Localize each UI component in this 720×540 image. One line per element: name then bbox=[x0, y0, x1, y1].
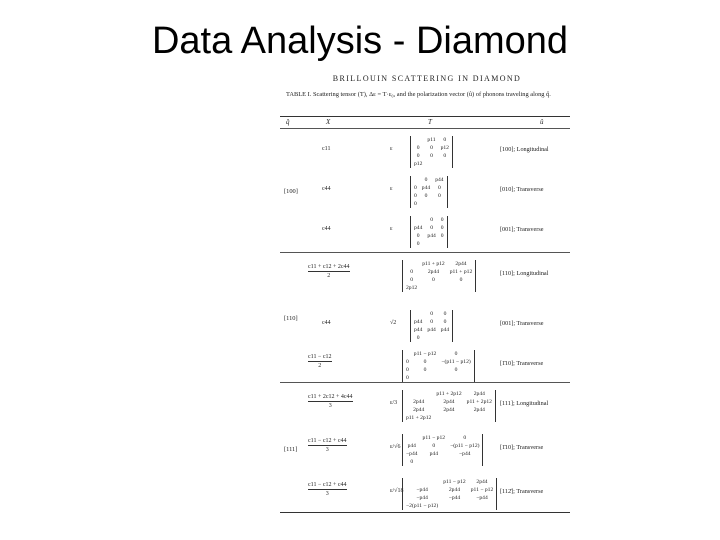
direction-label: [110] bbox=[284, 315, 298, 322]
matrix-entry: −p44 bbox=[448, 495, 461, 501]
elastic-numerator: c11 + c12 + 2c44 bbox=[308, 264, 350, 270]
matrix-entry: p44 bbox=[414, 327, 423, 333]
matrix-entry: 0 bbox=[443, 319, 447, 325]
matrix-entry: −p44 bbox=[459, 451, 471, 457]
matrix-entry: 0 bbox=[406, 367, 409, 373]
polarization-label: [1̄10]; Transverse bbox=[500, 444, 544, 451]
matrix-entry: p44 bbox=[435, 177, 444, 183]
matrix-entry: 0 bbox=[410, 459, 414, 465]
matrix-entry: 0 bbox=[443, 311, 447, 317]
bottom-rule bbox=[280, 512, 570, 513]
matrix-entry: 2p44 bbox=[455, 261, 467, 267]
matrix-entry: 0 bbox=[454, 367, 458, 373]
slide-title: Data Analysis - Diamond bbox=[151, 20, 569, 62]
scattering-matrix bbox=[402, 434, 483, 466]
matrix-prefactor: ε/√18 bbox=[390, 488, 404, 494]
fraction-bar bbox=[308, 489, 347, 490]
matrix-entry: −(p11 − p12) bbox=[441, 359, 471, 365]
matrix-entry: p11 bbox=[427, 137, 436, 143]
group-rule bbox=[280, 382, 570, 383]
column-header-t: T bbox=[428, 118, 432, 126]
elastic-numerator: c11 − c12 bbox=[308, 354, 332, 360]
polarization-label: [100]; Longitudinal bbox=[500, 146, 549, 153]
matrix-entry: 0 bbox=[410, 277, 413, 283]
matrix-entry: 2p44 bbox=[473, 407, 485, 413]
polarization-label: [001]; Transverse bbox=[500, 320, 544, 327]
matrix-entry: p11 + 2p12 bbox=[406, 415, 432, 421]
matrix-entry: 0 bbox=[454, 351, 458, 357]
matrix-entry: 0 bbox=[416, 153, 420, 159]
matrix-entry: p44 bbox=[414, 225, 423, 231]
matrix-entry: 0 bbox=[430, 225, 433, 231]
top-rule bbox=[280, 116, 570, 117]
scattering-matrix bbox=[402, 478, 497, 510]
elastic-fraction bbox=[308, 482, 347, 497]
matrix-entry: p12 bbox=[440, 145, 449, 151]
matrix-entry: 0 bbox=[423, 367, 427, 373]
matrix-entry: −p44 bbox=[416, 487, 428, 493]
matrix-entry: 2p44 bbox=[427, 269, 440, 275]
matrix-entry: 2p44 bbox=[413, 407, 425, 413]
elastic-fraction bbox=[308, 438, 347, 453]
matrix-entry: p44 bbox=[407, 443, 416, 449]
elastic-fraction bbox=[308, 394, 353, 409]
matrix-entry: 2p44 bbox=[476, 479, 488, 485]
scattering-matrix bbox=[402, 260, 476, 292]
matrix-entry: p11 − p12 bbox=[443, 479, 466, 485]
elastic-fraction bbox=[308, 354, 332, 369]
elastic-fraction bbox=[308, 264, 350, 279]
matrix-entry: p44 bbox=[427, 233, 436, 239]
elastic-numerator: c11 + 2c12 + 4c44 bbox=[308, 394, 353, 400]
matrix-entry: 0 bbox=[430, 217, 433, 223]
matrix-entry: 0 bbox=[430, 145, 433, 151]
matrix-entry: 0 bbox=[440, 225, 444, 231]
column-header-u: û bbox=[540, 118, 544, 126]
matrix-entry: p44 bbox=[440, 327, 450, 333]
matrix-prefactor: ε bbox=[390, 186, 393, 192]
polarization-label: [111]; Longitudinal bbox=[500, 400, 549, 407]
matrix-entry: 0 bbox=[416, 145, 420, 151]
direction-label: [111] bbox=[284, 446, 298, 453]
matrix-entry: 0 bbox=[414, 185, 417, 191]
matrix-entry: 0 bbox=[406, 359, 409, 365]
group-rule bbox=[280, 252, 570, 253]
matrix-entry: 0 bbox=[424, 177, 428, 183]
matrix-entry: p12 bbox=[414, 161, 423, 167]
polarization-label: [110]; Longitudinal bbox=[500, 270, 549, 277]
matrix-prefactor: ε bbox=[390, 226, 393, 232]
matrix-entry: 0 bbox=[440, 233, 444, 239]
matrix-entry: −(p11 − p12) bbox=[450, 443, 480, 449]
matrix-prefactor: ε bbox=[390, 146, 393, 152]
table-caption: TABLE I. Scattering tensor (T), Δε = T·ε₀, and the polarization vector (û) of phonons traveling along q̂. bbox=[286, 91, 551, 98]
matrix-entry: 0 bbox=[416, 241, 420, 247]
matrix-entry: −p44 bbox=[406, 451, 418, 457]
matrix-prefactor: ε/3 bbox=[390, 400, 398, 406]
scanned-table-image bbox=[278, 70, 576, 516]
matrix-entry: 0 bbox=[459, 277, 463, 283]
scattering-matrix bbox=[410, 176, 448, 208]
scattering-matrix bbox=[402, 390, 496, 422]
scattering-matrix bbox=[410, 216, 448, 248]
matrix-entry: p44 bbox=[427, 327, 436, 333]
matrix-entry: 0 bbox=[410, 269, 413, 275]
matrix-entry: 0 bbox=[430, 319, 433, 325]
direction-label: [100] bbox=[284, 188, 298, 195]
scattering-matrix bbox=[410, 136, 453, 168]
matrix-entry: p11 + 2p12 bbox=[466, 399, 492, 405]
table-header: BRILLOUIN SCATTERING IN DIAMOND bbox=[332, 74, 522, 83]
matrix-prefactor: ε/√6 bbox=[390, 444, 401, 450]
fraction-bar bbox=[308, 401, 353, 402]
elastic-constant: c11 bbox=[322, 146, 331, 152]
column-header-q: q̂ bbox=[286, 118, 290, 126]
matrix-entry: 0 bbox=[430, 311, 433, 317]
matrix-entry: p44 bbox=[414, 319, 423, 325]
matrix-entry: 2p12 bbox=[406, 285, 418, 291]
matrix-entry: 0 bbox=[432, 443, 436, 449]
matrix-entry: 0 bbox=[443, 137, 447, 143]
matrix-entry: 0 bbox=[414, 201, 417, 207]
matrix-entry: −p44 bbox=[416, 495, 428, 501]
matrix-prefactor: √2 bbox=[390, 320, 397, 326]
matrix-entry: 0 bbox=[423, 359, 427, 365]
matrix-entry: 0 bbox=[416, 335, 420, 341]
matrix-entry: −2(p11 − p12) bbox=[406, 503, 439, 509]
matrix-entry: 2p44 bbox=[443, 407, 455, 413]
matrix-entry: p11 + 2p12 bbox=[436, 391, 462, 397]
polarization-label: [010]; Transverse bbox=[500, 186, 544, 193]
matrix-entry: p11 + p12 bbox=[449, 269, 473, 275]
elastic-denominator: 2 bbox=[327, 273, 331, 279]
header-rule bbox=[280, 128, 570, 129]
matrix-entry: p11 − p12 bbox=[413, 351, 437, 357]
elastic-constant: c44 bbox=[322, 186, 331, 192]
matrix-entry: p11 − p12 bbox=[470, 487, 494, 493]
elastic-numerator: c11 − c12 + c44 bbox=[308, 438, 347, 444]
polarization-label: [112̄]; Transverse bbox=[500, 488, 544, 495]
matrix-entry: −p44 bbox=[476, 495, 488, 501]
matrix-entry: 0 bbox=[443, 153, 447, 159]
matrix-entry: 0 bbox=[440, 217, 444, 223]
elastic-constant: c44 bbox=[322, 320, 331, 326]
scattering-matrix bbox=[402, 350, 475, 382]
matrix-entry: 0 bbox=[406, 375, 409, 381]
matrix-entry: 0 bbox=[437, 185, 441, 191]
matrix-entry: 0 bbox=[437, 193, 441, 199]
scattering-matrix bbox=[410, 310, 453, 342]
matrix-entry: 0 bbox=[416, 233, 420, 239]
matrix-entry: 2p44 bbox=[413, 399, 425, 405]
matrix-entry: 2p44 bbox=[473, 391, 485, 397]
matrix-entry: p44 bbox=[421, 185, 431, 191]
matrix-entry: 2p44 bbox=[443, 399, 455, 405]
matrix-entry: 0 bbox=[432, 277, 435, 283]
polarization-label: [1̄10]; Transverse bbox=[500, 360, 544, 367]
fraction-bar bbox=[308, 361, 332, 362]
fraction-bar bbox=[308, 271, 350, 272]
elastic-denominator: 3 bbox=[325, 447, 329, 453]
matrix-entry: 0 bbox=[463, 435, 467, 441]
elastic-denominator: 3 bbox=[325, 491, 329, 497]
column-header-x: X bbox=[326, 118, 331, 126]
matrix-entry: p11 − p12 bbox=[422, 435, 446, 441]
polarization-label: [001]; Transverse bbox=[500, 226, 544, 233]
matrix-entry: p44 bbox=[429, 451, 438, 457]
elastic-denominator: 2 bbox=[318, 363, 322, 369]
elastic-numerator: c11 − c12 + c44 bbox=[308, 482, 347, 488]
matrix-entry: 0 bbox=[430, 153, 433, 159]
matrix-entry: 0 bbox=[424, 193, 428, 199]
fraction-bar bbox=[308, 445, 347, 446]
matrix-entry: p11 + p12 bbox=[422, 261, 445, 267]
matrix-entry: 2p44 bbox=[448, 487, 461, 493]
elastic-denominator: 3 bbox=[328, 403, 332, 409]
matrix-entry: 0 bbox=[414, 193, 417, 199]
elastic-constant: c44 bbox=[322, 226, 331, 232]
